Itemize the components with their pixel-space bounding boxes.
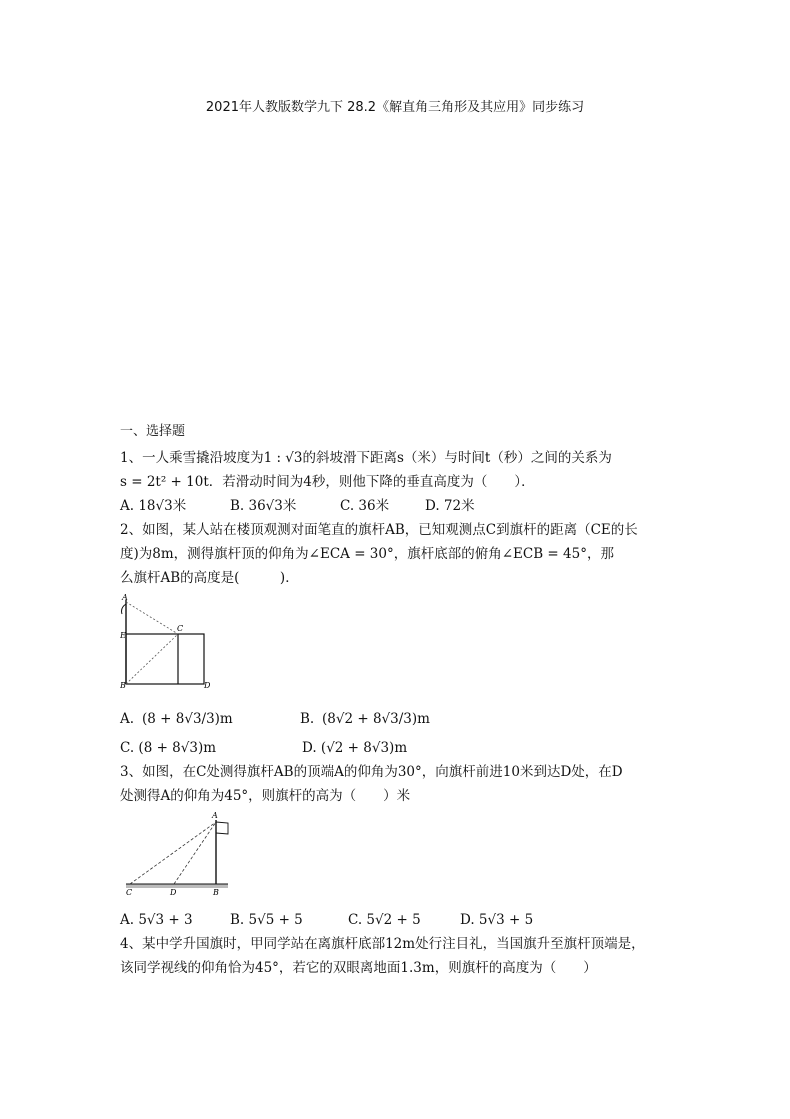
q1-option-d: D. 72米	[425, 498, 475, 514]
q1-line2: s = 2t² + 10t．若滑动时间为4秒，则他下降的垂直高度为（ ）．	[120, 474, 535, 490]
question-content	[120, 420, 680, 980]
q2-option-b-letter: B.	[300, 711, 315, 727]
document-title: 2021年人教版数学九下 28.2《解直角三角形及其应用》同步练习	[205, 100, 585, 115]
q2-option-d: D. (√2 + 8√3)m	[302, 740, 408, 756]
q4-line1: 4、某中学升国旗时，甲同学站在离旗杆底部12m处行注目礼，当国旗升至旗杆顶端是，	[120, 936, 645, 952]
q2-label-d: D	[204, 681, 211, 690]
q4-line2: 该同学视线的仰角恰为45°，若它的双眼离地面1.3m，则旗杆的高度为（ ）	[120, 960, 597, 976]
q2-options-row1	[120, 702, 680, 736]
q2-option-a-letter: A.	[120, 711, 135, 727]
q3-line2: 处测得A的仰角为45°，则旗杆的高为（ ）米	[120, 788, 411, 804]
q2-option-a: (8 + 8√3/3)m	[142, 711, 233, 727]
q3-label-a: A	[212, 812, 218, 820]
q2-figure	[120, 594, 216, 690]
q3-options	[120, 908, 680, 932]
q2-line2: 度)为8m，测得旗杆顶的仰角为∠ECA = 30°，旗杆底部的俯角∠ECB = 45°，那	[120, 546, 614, 562]
q2-options-row2	[120, 736, 680, 760]
q3-label-d: D	[170, 888, 177, 896]
q1-line1: 1、一人乘雪撬沿坡度为1 : √3的斜坡滑下距离s（米）与时间t（秒）之间的关系为	[120, 450, 612, 466]
q3-line1: 3、如图，在C处测得旗杆AB的顶端A的仰角为30°，向旗杆前进10米到达D处，在D	[120, 764, 623, 780]
q2-label-e: E	[120, 631, 126, 640]
section-heading: 一、选择题	[120, 424, 186, 439]
q3-option-b: B. 5√5 + 5	[230, 912, 303, 928]
q3-option-a: A. 5√3 + 3	[120, 912, 193, 928]
q3-label-c: C	[126, 888, 133, 896]
q2-option-c: C. (8 + 8√3)m	[120, 740, 217, 756]
q3-option-d: D. 5√3 + 5	[460, 912, 534, 928]
q2-label-b: B	[120, 681, 126, 690]
q1-option-a: A. 18√3米	[120, 498, 187, 514]
q2-option-b: (8√2 + 8√3/3)m	[322, 711, 430, 727]
q3-label-b: B	[213, 888, 219, 896]
q1-option-b: B. 36√3米	[230, 498, 297, 514]
q2-label-c: C	[177, 624, 184, 633]
q2-line3: 么旗杆AB的高度是( )．	[120, 570, 299, 586]
q3-figure	[124, 812, 232, 896]
q1-options	[120, 494, 680, 518]
q2-label-a: A	[122, 594, 128, 602]
q1-option-c: C. 36米	[340, 498, 390, 514]
q3-option-c: C. 5√2 + 5	[348, 912, 421, 928]
q2-line1: 2、如图，某人站在楼顶观测对面笔直的旗杆AB，已知观测点C到旗杆的距离（CE的长	[120, 522, 638, 538]
